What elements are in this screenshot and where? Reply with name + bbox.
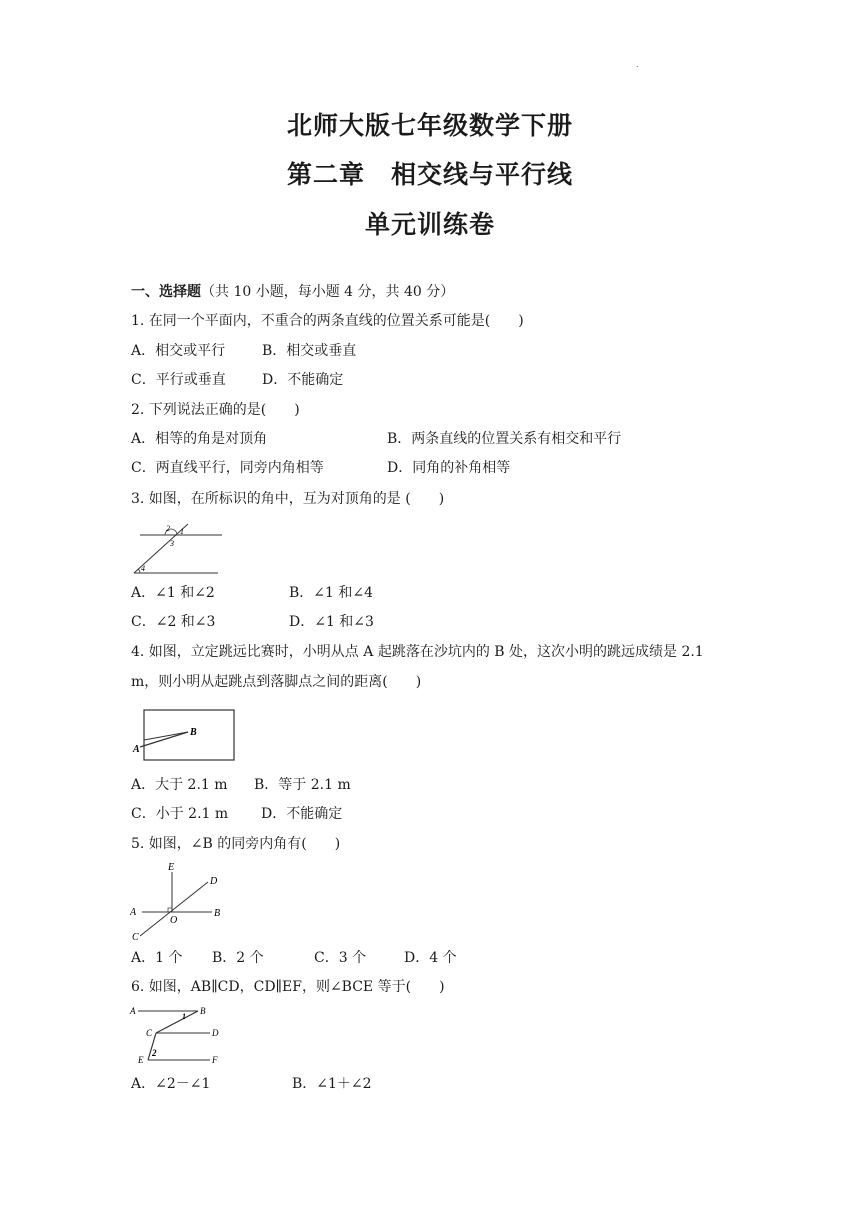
figure-label: 4 bbox=[141, 564, 145, 573]
figure-label: 3 bbox=[170, 539, 174, 548]
question-4-option-c: C．小于 2.1 m bbox=[131, 806, 229, 822]
question-1-stem: 1. 在同一个平面内，不重合的两条直线的位置关系可能是( ) bbox=[131, 313, 524, 329]
question-4-option-a: A．大于 2.1 m bbox=[131, 777, 228, 793]
question-5-option-b: B．2 个 bbox=[212, 950, 264, 966]
question-4-option-d: D．不能确定 bbox=[261, 806, 343, 822]
document-title: 北师大版七年级数学下册 bbox=[286, 111, 573, 140]
figure-label: A bbox=[130, 1006, 136, 1016]
question-6-stem: 6. 如图，AB∥CD，CD∥EF，则∠BCE 等于( ) bbox=[131, 979, 445, 995]
question-1-option-c: C．平行或垂直 bbox=[131, 372, 226, 388]
figure-label: C bbox=[146, 1028, 153, 1038]
figure-label: E bbox=[138, 1055, 144, 1065]
question-5-stem: 5. 如图，∠B 的同旁内角有( ) bbox=[131, 836, 341, 852]
question-2-stem: 2. 下列说法正确的是( ) bbox=[131, 402, 300, 418]
question-2-option-b: B．两条直线的位置关系有相交和平行 bbox=[387, 431, 622, 447]
figure-label: B bbox=[214, 908, 221, 919]
figure-label: 2 bbox=[152, 1048, 157, 1058]
question-2-option-d: D．同角的补角相等 bbox=[387, 460, 511, 476]
figure-label: A bbox=[133, 744, 140, 755]
figure-label: E bbox=[168, 862, 175, 873]
question-3-option-a: A．∠1 和∠2 bbox=[131, 585, 215, 601]
figure-label: O bbox=[170, 915, 178, 926]
question-6-option-a: A．∠2－∠1 bbox=[131, 1076, 211, 1092]
question-4-stem-line-2: m，则小明从起跳点到落脚点之间的距离( ) bbox=[131, 674, 422, 690]
question-4-option-b: B．等于 2.1 m bbox=[254, 777, 351, 793]
question-1-option-d: D．不能确定 bbox=[262, 372, 344, 388]
question-3-option-b: B．∠1 和∠4 bbox=[289, 585, 374, 601]
question-2-option-c: C．两直线平行，同旁内角相等 bbox=[131, 460, 324, 476]
question-5-option-a: A．1 个 bbox=[131, 950, 183, 966]
question-3-stem: 3. 如图，在所标识的角中，互为对顶角的是 ( ) bbox=[131, 491, 445, 507]
figure-label: D bbox=[212, 1028, 219, 1038]
question-3-option-d: D．∠1 和∠3 bbox=[289, 614, 374, 630]
question-5-option-c: C．3 个 bbox=[314, 950, 367, 966]
question-3-figure bbox=[130, 520, 230, 578]
question-2-option-a: A．相等的角是对顶角 bbox=[131, 431, 268, 447]
figure-label: F bbox=[212, 1055, 218, 1065]
section-heading bbox=[131, 282, 454, 302]
question-4-stem-line-1: 4. 如图，立定跳远比赛时，小明从点 A 起跳落在沙坑内的 B 处，这次小明的跳远成绩是 2.1 bbox=[131, 644, 704, 660]
figure-label: 1 bbox=[182, 1012, 186, 1021]
figure-label: A bbox=[130, 907, 137, 918]
question-6-figure bbox=[128, 1000, 228, 1070]
figure-label: 2 bbox=[166, 524, 170, 533]
question-3-option-c: C．∠2 和∠3 bbox=[131, 614, 216, 630]
question-5-figure bbox=[128, 858, 228, 944]
question-5-option-d: D．4 个 bbox=[404, 950, 457, 966]
question-4-figure bbox=[130, 706, 240, 764]
question-6-option-b: B．∠1＋∠2 bbox=[292, 1076, 372, 1092]
question-1-option-a: A．相交或平行 bbox=[131, 343, 226, 359]
exam-title: 单元训练卷 bbox=[364, 210, 495, 239]
figure-label: C bbox=[132, 932, 139, 943]
section-info: （共 10 小题，每小题 4 分，共 40 分） bbox=[201, 284, 455, 300]
page-dot: . bbox=[636, 60, 639, 69]
figure-label: B bbox=[190, 727, 197, 738]
figure-label: 1 bbox=[180, 527, 184, 536]
section-label: 一、选择题 bbox=[131, 284, 201, 300]
question-1-option-b: B．相交或垂直 bbox=[262, 343, 357, 359]
figure-label: D bbox=[210, 876, 218, 887]
chapter-title: 第二章 相交线与平行线 bbox=[286, 160, 573, 189]
figure-label: B bbox=[200, 1006, 206, 1016]
